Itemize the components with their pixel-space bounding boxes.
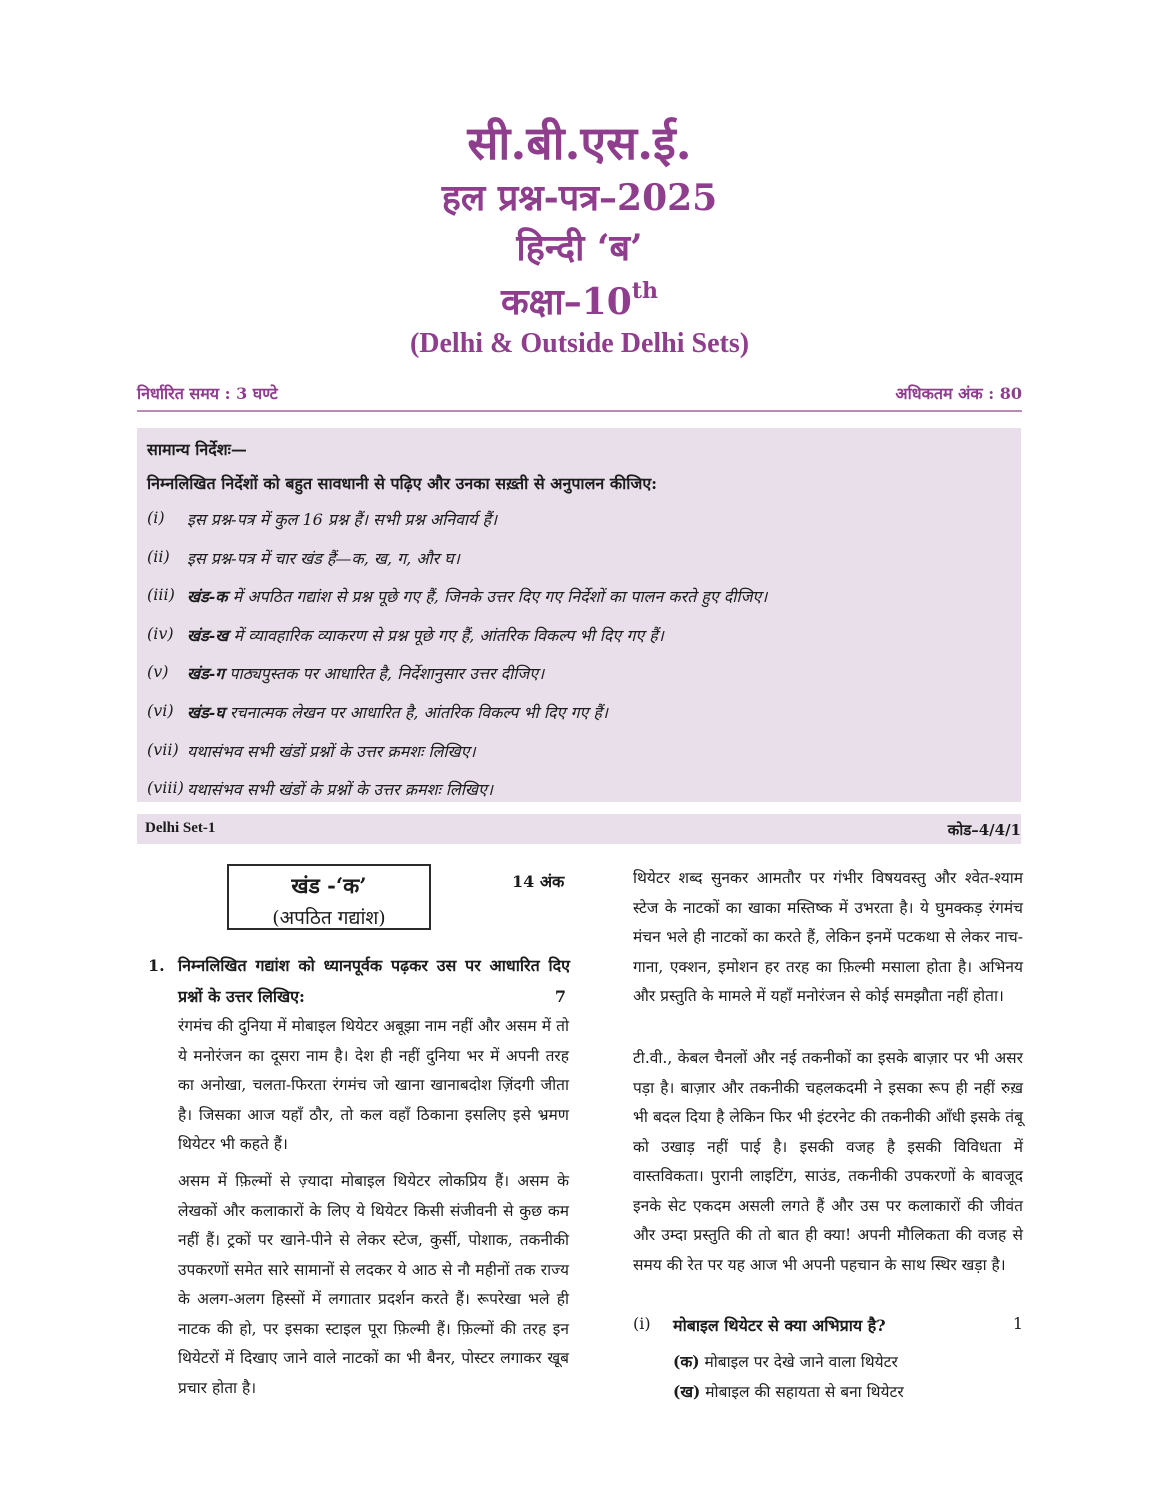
section-heading-box bbox=[227, 864, 431, 930]
code-label: कोड–4/4/1 bbox=[947, 821, 1021, 839]
section-marks: 14 अंक bbox=[512, 872, 565, 891]
subject-title: हिन्दी ‘ब’ bbox=[516, 227, 643, 269]
instruction-item bbox=[147, 701, 1011, 740]
sub-question-marks: 1 bbox=[1012, 1314, 1023, 1333]
instruction-num: (iii) bbox=[147, 585, 175, 605]
instruction-item bbox=[147, 547, 1011, 586]
passage-paragraph-4: टी.वी., केबल चैनलों और नई तकनीकों का इसके बाज़ार पर भी असर पड़ा है। बाज़ार और तकनीकी चहलकदमी ने इसका रूप ही नहीं रुख़ भी बदल दिया है लेकिन फिर भी इंटरनेट की तकनीकी आँधी इसके तंबू को उखाड़ नहीं पाई है। इसकी वजह है इसकी विविधता में वास्तविकता। पुरानी लाइटिंग, साउंड, तकनीकी उपकरणों के बावजूद इनके सेट एकदम असली लगते हैं और उस पर कलाकारों की जीवंत और उम्दा प्रस्तुति की तो बात ही क्या! अपनी मौलिकता की वजह से समय की रेत पर यह आज भी अपनी पहचान के साथ स्थिर खड़ा है। bbox=[633, 1049, 1023, 1274]
passage-paragraph-2: असम में फ़िल्मों से ज़्यादा मोबाइल थियेटर लोकप्रिय हैं। असम के लेखकों और कलाकारों के लिए ये थियेटर किसी संजीवनी से कुछ कम नहीं हैं। ट्रकों पर खाने-पीने से लेकर स्टेज, कुर्सी, पोशाक, तकनीकी उपकरणों समेत सारे सामानों से लदकर ये आठ से नौ महीनों तक राज्य के अलग-अलग हिस्सों में लगातार प्रदर्शन करते हैं। रूपरेखा भले ही नाटक की हो, पर इसका स्टाइल पूरा फ़िल्मी हैं। फ़िल्मों की तरह इन थियेटरों में दिखाए जाने वाले नाटकों का भी बैनर, पोस्टर लगाकर खूब प्रचार होता है। bbox=[178, 1172, 569, 1397]
set-bar bbox=[137, 814, 1021, 844]
general-instructions bbox=[137, 428, 1021, 802]
instruction-item bbox=[147, 740, 1011, 779]
question-number: 1. bbox=[148, 956, 165, 975]
instruction-item bbox=[147, 662, 1011, 701]
class-label: कक्षा–10 bbox=[500, 281, 632, 323]
instruction-text: खंड-ग पाठ्यपुस्तक पर आधारित है, निर्देशानुसार उत्तर दीजिए। bbox=[187, 664, 545, 684]
option-text: मोबाइल की सहायता से बना थियेटर bbox=[700, 1383, 904, 1401]
instruction-text: खंड-घ रचनात्मक लेखन पर आधारित है, आंतरिक विकल्प भी दिए गए हैं। bbox=[187, 702, 608, 722]
set-label: Delhi Set-1 bbox=[145, 820, 216, 836]
time-allowed: निर्धारित समय : 3 घण्टे bbox=[137, 384, 278, 403]
section-subtitle: (अपठित गद्यांश) bbox=[272, 907, 386, 929]
instruction-num: (iv) bbox=[147, 623, 174, 643]
sets-title: (Delhi & Outside Delhi Sets) bbox=[409, 328, 750, 359]
instruction-num: (vii) bbox=[147, 739, 179, 759]
instruction-text: इस प्रश्न-पत्र में चार खंड हैं—क, ख, ग, और घ। bbox=[187, 548, 460, 568]
instruction-num: (vi) bbox=[147, 700, 174, 720]
board-title: सी.बी.एस.ई. bbox=[467, 116, 692, 170]
page-header bbox=[0, 116, 1159, 359]
sub-question-number: (i) bbox=[633, 1314, 651, 1333]
instruction-text: यथासंभव सभी खंडों के प्रश्नों के उत्तर क्रमशः लिखिए। bbox=[187, 780, 493, 800]
option-label: (क) bbox=[673, 1352, 700, 1371]
instruction-num: (v) bbox=[147, 662, 169, 682]
instruction-text: खंड-ख में व्यावहारिक व्याकरण से प्रश्न पूछे गए हैं, आंतरिक विकल्प भी दिए गए हैं। bbox=[187, 625, 664, 645]
instruction-text: यथासंभव सभी खंडों प्रश्नों के उत्तर क्रमशः लिखिए। bbox=[187, 741, 476, 761]
instruction-item bbox=[147, 585, 1011, 624]
instruction-text: खंड-क में अपठित गद्यांश से प्रश्न पूछे गए हैं, जिनके उत्तर दिए गए निर्देशों का पालन करते हुए दीजिए। bbox=[187, 587, 768, 607]
instruction-text: इस प्रश्न-पत्र में कुल 16 प्रश्न हैं। सभी प्रश्न अनिवार्य हैं। bbox=[187, 510, 498, 529]
question-marks: 7 bbox=[554, 987, 566, 1006]
sub-question-text: मोबाइल थियेटर से क्या अभिप्राय है? bbox=[673, 1316, 886, 1335]
passage-paragraph-1: रंगमंच की दुनिया में मोबाइल थियेटर अबूझा नाम नहीं और असम में तो ये मनोरंजन का दूसरा नाम है। देश ही नहीं दुनिया भर में अपनी तरह का अनोखा, चलता-फिरता रंगमंच जो खाना खानाबदोश ज़िंदगी जीता है। जिसका आज यहाँ ठौर, तो कल वहाँ ठिकाना इसलिए इसे भ्रमण थियेटर भी कहते हैं। bbox=[178, 1017, 569, 1153]
option-ka[interactable] bbox=[673, 1350, 898, 1372]
instruction-num: (viii) bbox=[147, 778, 184, 798]
meta-row bbox=[137, 380, 1022, 412]
question-text: निम्नलिखित गद्यांश को ध्यानपूर्वक पढ़कर उस पर आधारित दिए प्रश्नों के उत्तर लिखिए: bbox=[178, 956, 570, 1006]
instructions-intro: निम्नलिखित निर्देशों को बहुत सावधानी से पढ़िए और उनका सख़्ती से अनुपालन कीजिए: bbox=[147, 474, 658, 493]
instruction-num: (i) bbox=[147, 508, 165, 527]
instruction-item bbox=[147, 624, 1011, 663]
passage-paragraph-3: थियेटर शब्द सुनकर आमतौर पर गंभीर विषयवस्तु और श्वेत-श्याम स्टेज के नाटकों का खाका मस्तिष्क में उभरता है। ये घुमक्कड़ रंगमंच मंचन भले ही नाटकों का करते हैं, लेकिन इनमें पटकथा से लेकर नाच-गाना, एक्शन, इमोशन हर तरह का फ़िल्मी मसाला होता है। अभिनय और प्रस्तुति के मामले में यहाँ मनोरंजन से कोई समझौता नहीं होता। bbox=[633, 869, 1023, 1005]
instruction-item bbox=[147, 508, 1011, 547]
max-marks: अधिकतम अंक : 80 bbox=[895, 384, 1022, 403]
question-1 bbox=[148, 950, 570, 1012]
section-title: खंड -‘क’ bbox=[291, 873, 367, 898]
option-label: (ख) bbox=[673, 1382, 701, 1401]
option-kha[interactable] bbox=[673, 1380, 904, 1402]
instructions-title: सामान्य निर्देशः— bbox=[147, 440, 247, 459]
instruction-item bbox=[147, 778, 1011, 817]
paper-title: हल प्रश्न-पत्र–2025 bbox=[441, 177, 718, 219]
class-suffix: th bbox=[631, 278, 659, 304]
option-text: मोबाइल पर देखे जाने वाला थियेटर bbox=[699, 1353, 898, 1371]
class-title bbox=[0, 278, 1159, 323]
instruction-num: (ii) bbox=[147, 546, 170, 566]
